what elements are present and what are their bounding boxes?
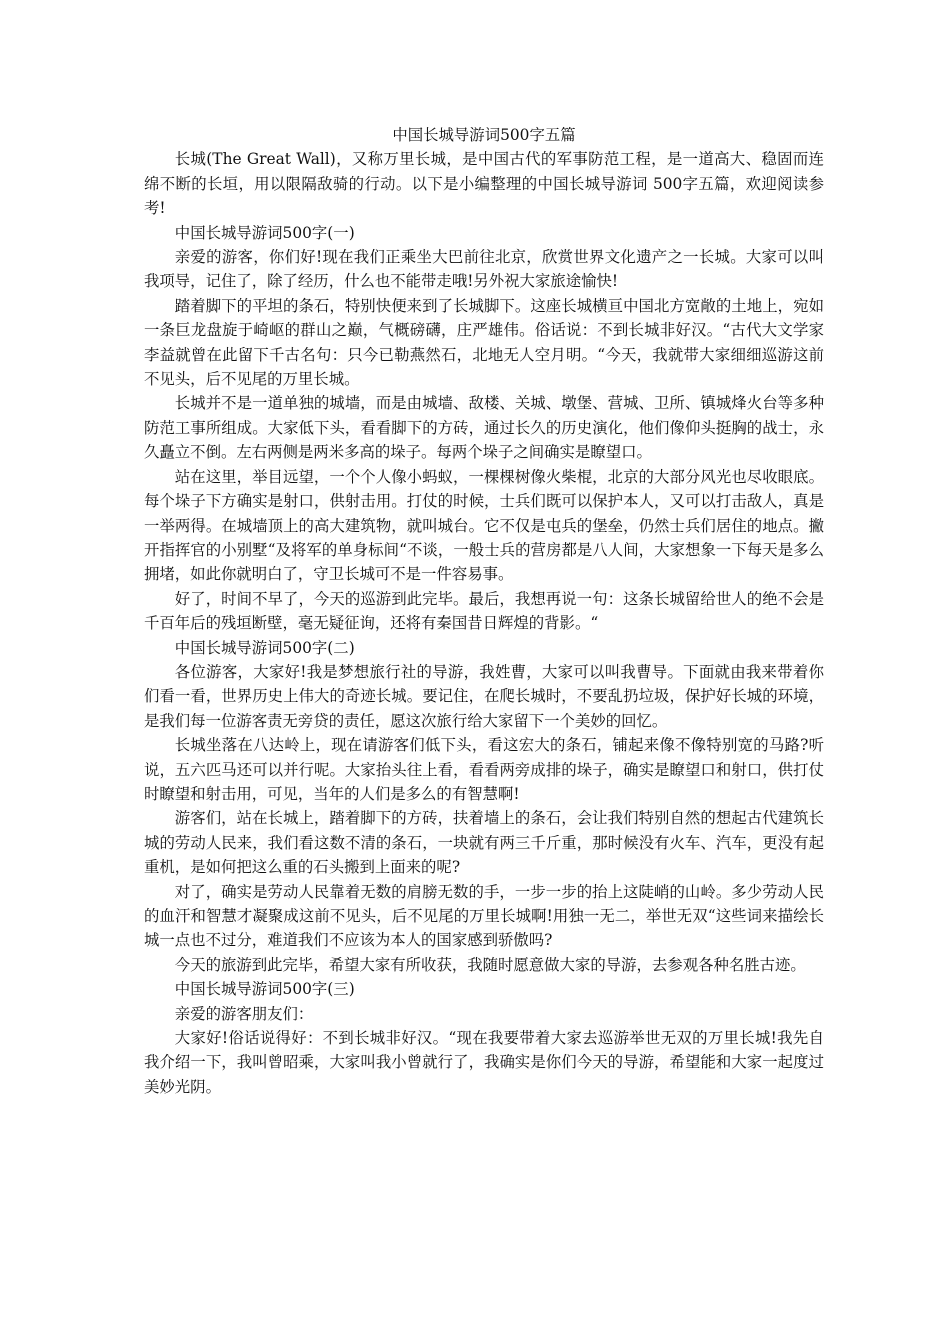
paragraph: 长城坐落在八达岭上，现在请游客们低下头，看这宏大的条石，铺起来像不像特别宽的马路?听说，五六匹马还可以并行呢。大家抬头往上看，看看两旁成排的垛子，确实是瞭望口和射口，供打仗时瞭望和射击用，可见，当年的人们是多么的有智慧啊! (144, 736, 824, 803)
paragraph: 亲爱的游客，你们好!现在我们正乘坐大巴前往北京，欣赏世界文化遗产之一长城。大家可以叫我项导，记住了，除了经历，什么也不能带走哦!另外祝大家旅途愉快! (144, 248, 824, 291)
paragraph: 好了，时间不早了，今天的巡游到此完毕。最后，我想再说一句：这条长城留给世人的绝不会是千百年后的残垣断壁，毫无疑征询，还将有秦国昔日辉煌的背影。“ (144, 589, 824, 633)
paragraph: 大家好!俗话说得好：不到长城非好汉。“现在我要带着大家去巡游举世无双的万里长城!我先自我介绍一下，我叫曾昭乘，大家叫我小曾就行了，我确实是你们今天的导游，希望能和大家一起度过美妙光阴。 (144, 1029, 824, 1096)
paragraph: 各位游客，大家好!我是梦想旅行社的导游，我姓曹，大家可以叫我曹导。下面就由我来带着你们看一看，世界历史上伟大的奇迹长城。要记住，在爬长城时，不要乱扔垃圾，保护好长城的环境，是我们每一位游客责无旁贷的责任，愿这次旅行给大家留下一个美妙的回忆。 (144, 662, 824, 730)
paragraph: 站在这里，举目远望，一个个人像小蚂蚁，一棵棵树像火柴棍，北京的大部分风光也尽收眼底。每个垛子下方确实是射口，供射击用。打仗的时候，士兵们既可以保护本人，又可以打击敌人，真是一举两得。在城墙顶上的高大建筑物，就叫城台。它不仅是屯兵的堡垒，仍然士兵们居住的地点。撇开指挥官的小别墅“及将军的单身标间“不谈，一般士兵的营房都是八人间，大家想象一下每天是多么拥堵，如此你就明白了，守卫长城可不是一件容易事。 (144, 467, 824, 584)
intro-paragraph: 长城(The Great Wall)，又称万里长城，是中国古代的军事防范工程，是一道高大、稳固而连绵不断的长垣，用以限隔敌骑的行动。以下是小编整理的中国长城导游词 500字五篇，欢迎阅读参考! (144, 150, 824, 218)
section-heading: 中国长城导游词500字(一) (174, 223, 355, 242)
section-1 (144, 221, 824, 636)
paragraph: 踏着脚下的平坦的条石，特别快便来到了长城脚下。这座长城横亘中国北方宽敞的土地上，宛如一条巨龙盘旋于崎岖的群山之巅，气概磅礴，庄严雄伟。俗话说：不到长城非好汉。“古代大文学家李益就曾在此留下千古名句：只今已勒燕然石，北地无人空月明。“今天，我就带大家细细巡游这前不见头，后不见尾的万里长城。 (144, 296, 824, 389)
section-heading: 中国长城导游词500字(三) (174, 980, 355, 999)
section-3 (144, 977, 824, 1099)
section-heading: 中国长城导游词500字(二) (174, 638, 355, 657)
paragraph: 亲爱的游客朋友们： (174, 1004, 314, 1023)
section-2 (144, 636, 824, 978)
paragraph: 对了，确实是劳动人民靠着无数的肩膀无数的手，一步一步的抬上这陡峭的山岭。多少劳动人民的血汗和智慧才凝聚成这前不见头，后不见尾的万里长城啊!用独一无二，举世无双“这些词来描绘长城一点也不过分，难道我们不应该为本人的国家感到骄傲吗? (144, 882, 824, 950)
document-title: 中国长城导游词500字五篇 (392, 126, 576, 144)
paragraph: 游客们，站在长城上，踏着脚下的方砖，扶着墙上的条石，会让我们特别自然的想起古代建筑长城的劳动人民来，我们看这数不清的条石，一块就有两三千斤重，那时候没有火车、汽车，更没有起重机，是如何把这么重的石头搬到上面来的呢? (144, 809, 824, 877)
paragraph: 长城并不是一道单独的城墙，而是由城墙、敌楼、关城、墩堡、营城、卫所、镇城烽火台等多种防范工事所组成。大家低下头，看看脚下的方砖，通过长久的历史演化，他们像仰头挺胸的战士，永久矗立不倒。左右两侧是两米多高的垛子。每两个垛子之间确实是瞭望口。 (144, 394, 824, 462)
paragraph: 今天的旅游到此完毕，希望大家有所收获，我随时愿意做大家的导游，去参观各种名胜古迹。 (174, 955, 806, 974)
document-page (144, 123, 824, 1099)
